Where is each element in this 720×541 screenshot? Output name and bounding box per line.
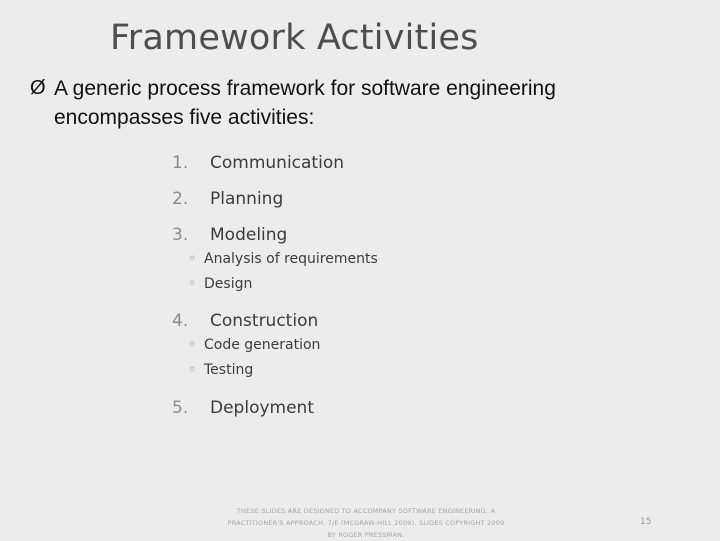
list-label: Modeling xyxy=(210,225,288,245)
list-label: Construction xyxy=(210,311,319,331)
footer-copyright: THESE SLIDES ARE DESIGNED TO ACCOMPANY SOFTWARE ENGINEERING: A PRACTITIONER'S APPROACH, 7/E (MCGRAW-HILL 2009). SLIDES COPYRIGHT 2009 BY ROGER PRESSMAN. xyxy=(227,507,505,539)
sub-item-label: Code generation xyxy=(204,337,321,353)
sub-item-label: Design xyxy=(204,276,253,292)
circle-bullet-icon: ◦ xyxy=(188,337,197,353)
list-number: 3. xyxy=(172,225,189,245)
list-item-planning xyxy=(172,189,283,209)
circle-bullet-icon: ◦ xyxy=(188,251,197,267)
list-item-construction xyxy=(172,311,318,331)
lead-bullet xyxy=(30,74,590,132)
list-number: 4. xyxy=(172,311,189,331)
list-number: 1. xyxy=(172,153,189,173)
sub-item-label: Testing xyxy=(204,362,254,378)
list-item-deployment xyxy=(172,398,314,418)
circle-bullet-icon: ◦ xyxy=(188,276,197,292)
page-number: 15 xyxy=(640,517,652,527)
lead-text: A generic process framework for software engineering encompasses five activities: xyxy=(54,77,556,129)
sub-item-testing xyxy=(188,362,253,378)
list-item-communication xyxy=(172,153,344,173)
arrow-bullet-icon: Ø xyxy=(30,77,46,99)
list-label: Planning xyxy=(210,189,284,209)
slide-title: Framework Activities xyxy=(110,18,479,58)
list-label: Deployment xyxy=(210,398,314,418)
circle-bullet-icon: ◦ xyxy=(188,362,197,378)
list-label: Communication xyxy=(210,153,344,173)
list-number: 2. xyxy=(172,189,189,209)
list-number: 5. xyxy=(172,398,189,418)
sub-item-design xyxy=(188,276,252,292)
sub-item-label: Analysis of requirements xyxy=(204,251,378,267)
sub-item-code-generation xyxy=(188,337,320,353)
sub-item-analysis xyxy=(188,251,378,267)
list-item-modeling xyxy=(172,225,287,245)
